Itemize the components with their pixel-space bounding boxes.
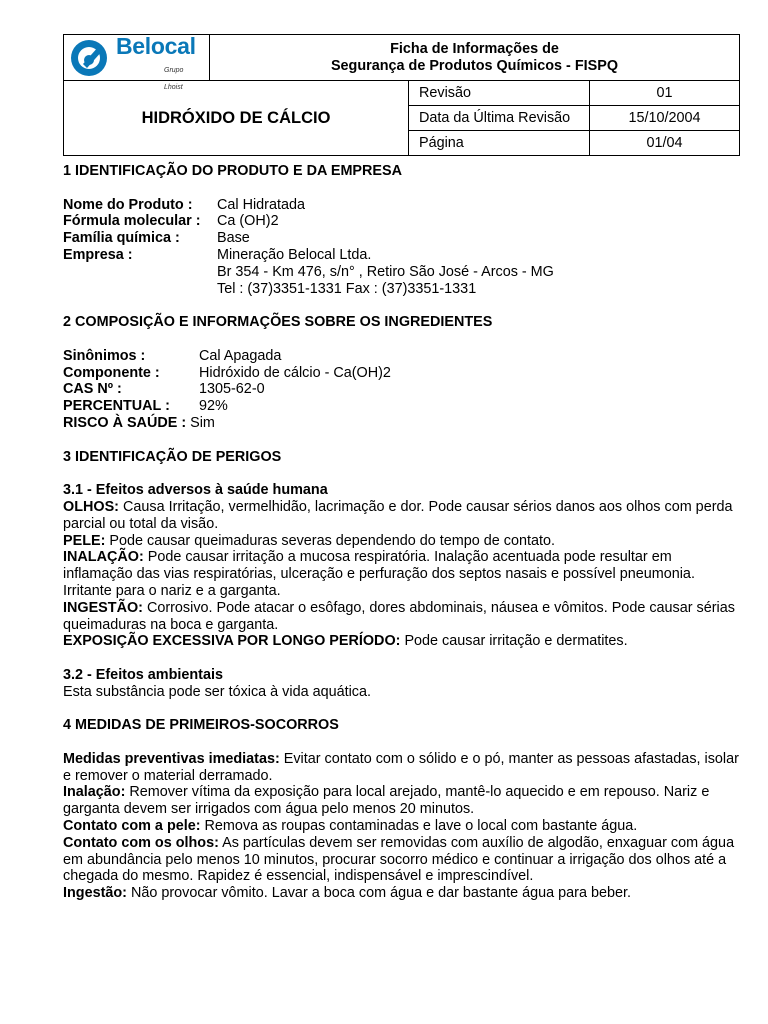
subsection-3-1-title: 3.1 - Efeitos adversos à saúde humana	[63, 482, 328, 499]
field-label: Família química :	[63, 230, 180, 247]
header-table	[63, 34, 740, 156]
field-label: Sinônimos :	[63, 347, 146, 364]
hazard-text: Pode causar irritação a mucosa respiratória. Inalação acentuada pode resultar em inflamação das vias respiratórias, ulceração e perfuração dos septos nasais e possível pneumonia. Irritante para o nariz e a garganta.	[63, 549, 695, 599]
first-aid-label: Ingestão:	[63, 885, 127, 902]
last-revision-value: 15/10/2004	[590, 106, 740, 131]
field-value: 1305-62-0	[199, 381, 265, 398]
hazard-label: PELE:	[63, 532, 106, 549]
hazard-item	[63, 533, 740, 550]
revision-table	[409, 81, 739, 155]
first-aid-text: As partículas devem ser removidas com auxílio de algodão, enxaguar com água em abundância pelo menos 10 minutos, procurar socorro médico e continuar a irrigação dos olhos até a chegada do mesmo. Rapidez é essencial, indispensável e imprescindível.	[63, 834, 735, 885]
company-phone: Tel : (37)3351-1331 Fax : (37)3351-1331	[217, 280, 477, 297]
document-title	[210, 35, 740, 81]
hazard-text: Corrosivo. Pode atacar o esôfago, dores abdominais, náusea e vômitos. Pode causar sérias queimaduras na boca e garganta.	[63, 599, 735, 633]
first-aid-item	[63, 751, 740, 785]
field-row	[63, 398, 740, 415]
first-aid-label: Contato com os olhos:	[63, 834, 219, 851]
first-aid-text: Remover vítima da exposição para local arejado, mantê-lo aquecido e em repouso. Nariz e garganta devem ser irrigados com água pelo menos 20 minutos.	[63, 784, 710, 818]
field-row	[63, 381, 740, 398]
field-label: Empresa :	[63, 246, 133, 263]
field-label: Nome do Produto :	[63, 196, 193, 213]
document-page	[63, 34, 740, 902]
address-row	[63, 264, 740, 281]
first-aid-text: Evitar contato com o sólido e o pó, manter as pessoas afastadas, isolar e remover o material derramado.	[63, 750, 739, 784]
field-value: 92%	[199, 398, 228, 415]
first-aid-label: Contato com a pele:	[63, 818, 201, 835]
first-aid-item	[63, 835, 740, 885]
hazard-item	[63, 633, 740, 650]
hazard-item	[63, 499, 740, 533]
section-2-title: 2 COMPOSIÇÃO E INFORMAÇÕES SOBRE OS INGREDIENTES	[63, 314, 493, 331]
field-label: PERCENTUAL :	[63, 398, 170, 415]
field-row	[63, 197, 740, 214]
hazard-text: Pode causar irritação e dermatites.	[404, 633, 628, 650]
company-address: Br 354 - Km 476, s/n° , Retiro São José - Arcos - MG	[217, 263, 554, 280]
revision-value: 01	[590, 81, 740, 106]
section-1-title: 1 IDENTIFICAÇÃO DO PRODUTO E DA EMPRESA	[63, 163, 403, 179]
logo-text: Belocal	[116, 33, 196, 59]
field-label: Componente :	[63, 364, 160, 381]
field-label: CAS Nº :	[63, 381, 122, 398]
hazard-text: Causa Irritação, vermelhidão, lacrimação e dor. Pode causar sérios danos aos olhos com perda parcial ou total da visão.	[63, 498, 733, 532]
first-aid-item	[63, 818, 740, 835]
hazard-text: Pode causar queimaduras severas dependendo do tempo de contato.	[109, 532, 556, 549]
logo-cell	[64, 33, 210, 91]
field-row	[63, 365, 740, 382]
field-value: Base	[217, 230, 250, 247]
field-value: Cal Apagada	[199, 347, 282, 364]
first-aid-label: Inalação:	[63, 784, 126, 801]
field-row	[63, 247, 740, 264]
field-value: Ca (OH)2	[217, 213, 279, 230]
page-label: Página	[409, 131, 590, 156]
logo-mark-icon	[69, 38, 113, 78]
field-row	[63, 213, 740, 230]
field-value: Mineração Belocal Ltda.	[217, 246, 372, 263]
field-label: RISCO À SAÚDE :	[63, 414, 187, 431]
first-aid-item	[63, 885, 740, 902]
hazard-label: EXPOSIÇÃO EXCESSIVA POR LONGO PERÍODO:	[63, 633, 401, 650]
health-risk-row	[63, 415, 740, 432]
first-aid-text: Remova as roupas contaminadas e lave o local com bastante água.	[204, 818, 638, 835]
hazard-label: INALAÇÃO:	[63, 549, 144, 566]
first-aid-text: Não provocar vômito. Lavar a boca com água e dar bastante água para beber.	[130, 885, 631, 902]
revision-label: Revisão	[409, 81, 590, 106]
first-aid-item	[63, 784, 740, 818]
title-line-2: Segurança de Produtos Químicos - FISPQ	[330, 57, 619, 74]
belocal-logo	[69, 33, 204, 91]
last-revision-label: Data da Última Revisão	[409, 106, 590, 131]
field-row	[63, 230, 740, 247]
field-value: Cal Hidratada	[217, 196, 305, 213]
first-aid-label: Medidas preventivas imediatas:	[63, 750, 280, 767]
product-name: HIDRÓXIDO DE CÁLCIO	[64, 81, 409, 155]
hazard-label: INGESTÃO:	[63, 599, 143, 616]
page-value: 01/04	[646, 134, 683, 151]
phone-row	[63, 281, 740, 298]
field-row	[63, 348, 740, 365]
environmental-effects-text: Esta substância pode ser tóxica à vida aquática.	[63, 683, 371, 700]
subsection-3-2-title: 3.2 - Efeitos ambientais	[63, 666, 223, 683]
field-value: Hidróxido de cálcio - Ca(OH)2	[199, 364, 391, 381]
hazard-item	[63, 600, 740, 634]
hazard-label: OLHOS:	[63, 498, 119, 515]
logo-subtext: Grupo Lhoist	[164, 67, 184, 91]
section-3-title: 3 IDENTIFICAÇÃO DE PERIGOS	[63, 448, 282, 465]
field-label: Fórmula molecular :	[63, 213, 201, 230]
hazard-item	[63, 549, 740, 599]
section-4-title: 4 MEDIDAS DE PRIMEIROS-SOCORROS	[63, 717, 339, 734]
title-line-1: Ficha de Informações de	[390, 40, 559, 57]
field-value: Sim	[190, 414, 215, 431]
